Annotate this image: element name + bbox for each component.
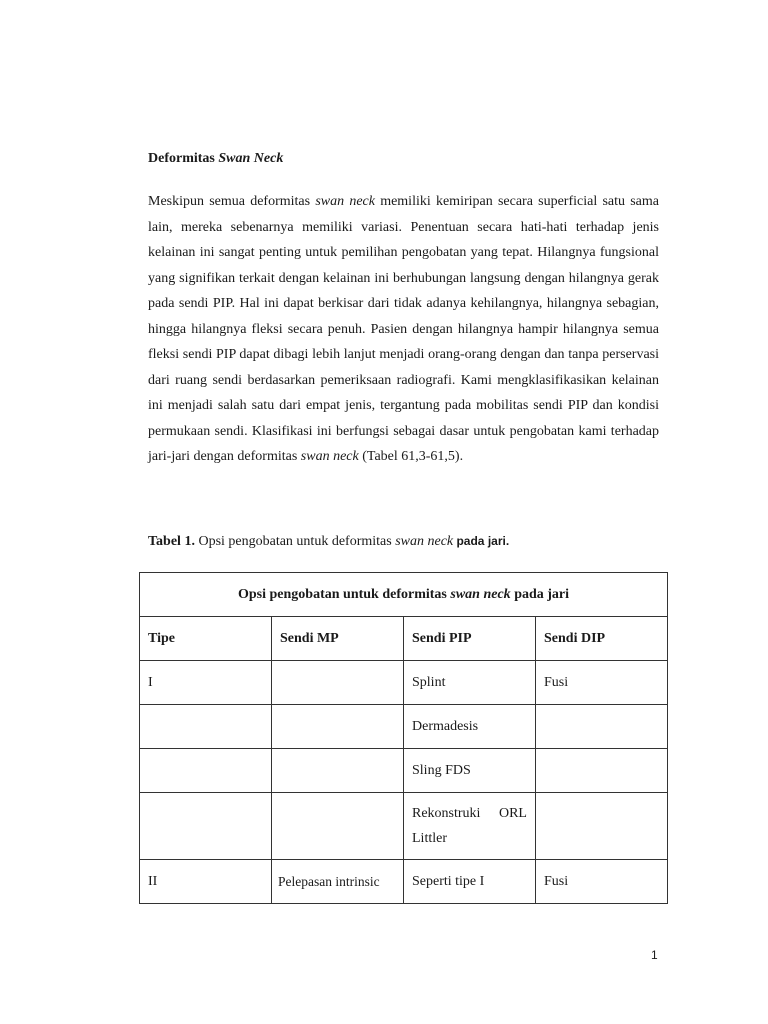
table-row — [140, 705, 668, 749]
table-cell — [140, 705, 272, 749]
para-italic-2: swan neck — [300, 449, 359, 464]
para-text-1: Meskipun semua deformitas — [148, 194, 316, 209]
caption-suffix: pada jari. — [453, 534, 510, 548]
table-cell: Pelepasan intrinsic — [272, 860, 404, 904]
table-cell — [140, 793, 272, 860]
table-title-plain: Opsi pengobatan untuk deformitas — [238, 586, 451, 602]
table-cell: II — [140, 860, 272, 904]
caption-label: Tabel 1. — [148, 534, 195, 549]
caption-text: Opsi pengobatan untuk deformitas — [194, 534, 396, 549]
table-cell — [536, 749, 668, 793]
table-title-row — [140, 573, 668, 617]
body-paragraph — [148, 189, 659, 470]
table-cell: Sling FDS — [404, 749, 536, 793]
table-title-italic: swan neck — [450, 586, 511, 602]
table-cell — [536, 793, 668, 860]
table-cell: Splint — [404, 661, 536, 705]
para-italic-1: swan neck — [315, 194, 375, 209]
table-cell — [272, 793, 404, 860]
table-title-suffix: pada jari — [510, 586, 570, 602]
table-cell: Dermadesis — [404, 705, 536, 749]
table-row — [140, 749, 668, 793]
caption-italic: swan neck — [395, 534, 454, 549]
table-row — [140, 793, 668, 860]
header-tipe: Tipe — [140, 617, 272, 661]
header-sendi-pip: Sendi PIP — [404, 617, 536, 661]
para-text-2: memiliki kemiripan secara superficial satu sama lain, mereka sebenarnya memiliki variasi. Penentuan secara hati-hati terhadap jenis kelainan ini sangat penting untuk pemilihan pengobatan yang tepat. Hilangnya fungsional yang signifikan terkait dengan kelainan ini berhubungan langsung dengan hilangnya gerak pada sendi PIP. Hal ini dapat berkisar dari tidak adanya kehilangnya, hilangnya sebagian, hingga hilangnya fleksi secara penuh. Pasien dengan hilangnya hampir hilangnya semua fleksi sendi PIP dapat dibagi lebih lanjut menjadi orang-orang dengan dan tanpa perservasi dari ruang sendi berdasarkan pemeriksaan radiografi. Kami mengklasifikasikan kelainan ini menjadi salah satu dari empat jenis, tergantung pada mobilitas sendi PIP dan kondisi permukaan sendi. Klasifikasi ini berfungsi sebagai dasar untuk pengobatan kami terhadap jari-jari dengan deformitas — [148, 194, 659, 464]
table-cell — [140, 749, 272, 793]
table-cell — [272, 749, 404, 793]
table-title — [140, 573, 668, 617]
section-heading — [148, 151, 283, 167]
table-cell: Rekonstruki ORL Littler — [404, 793, 536, 860]
heading-italic: Swan Neck — [218, 151, 284, 166]
table-cell — [272, 705, 404, 749]
table-header-row — [140, 617, 668, 661]
table-cell: Seperti tipe I — [404, 860, 536, 904]
para-text-3: (Tabel 61,3-61,5). — [358, 449, 464, 464]
page-number: 1 — [651, 948, 658, 962]
header-sendi-mp: Sendi MP — [272, 617, 404, 661]
table-caption — [148, 534, 509, 550]
table-cell: Fusi — [536, 661, 668, 705]
table-cell — [536, 705, 668, 749]
table-cell — [272, 661, 404, 705]
table-cell: I — [140, 661, 272, 705]
treatment-options-table — [139, 572, 668, 904]
header-sendi-dip: Sendi DIP — [536, 617, 668, 661]
table-cell: Fusi — [536, 860, 668, 904]
table-row — [140, 661, 668, 705]
table-row — [140, 860, 668, 904]
heading-plain: Deformitas — [148, 151, 219, 166]
